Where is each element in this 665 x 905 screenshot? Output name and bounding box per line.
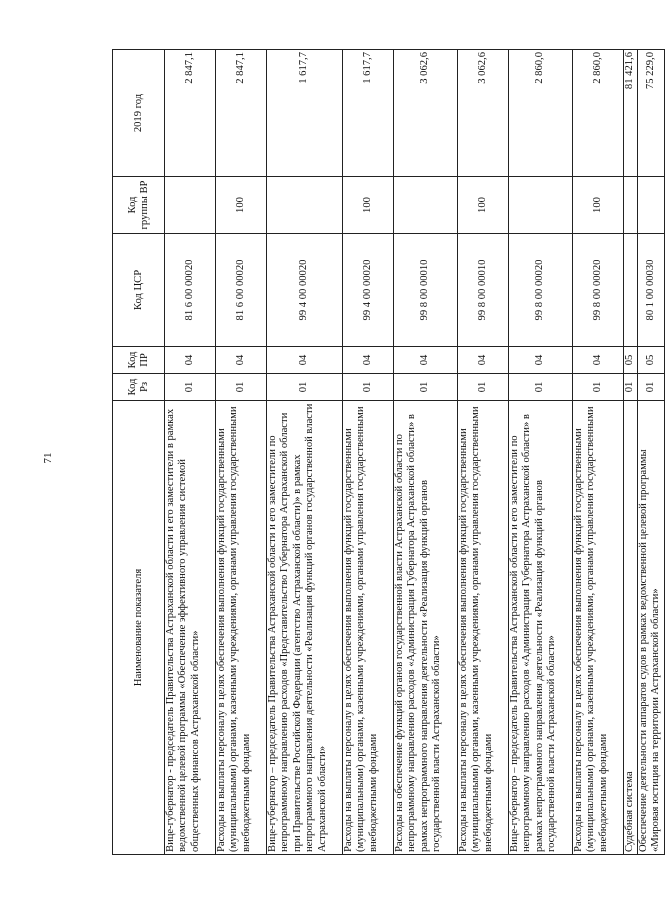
cell-pr: 05 xyxy=(638,347,665,374)
cell-name: Расходы на выплаты персоналу в целях обеспечения выполнения функций государственными (муниципальными) органами, казенными учреждениями, органами управления государственными внебюджетными фондами xyxy=(216,401,267,855)
cell-vr: 100 xyxy=(458,177,509,234)
cell-rz: 01 xyxy=(573,374,624,401)
cell-rz: 01 xyxy=(267,374,343,401)
cell-rz: 01 xyxy=(394,374,458,401)
cell-vr xyxy=(165,177,216,234)
cell-csr: 80 1 00 00030 xyxy=(638,234,665,347)
cell-value: 2 860,0 xyxy=(573,50,624,177)
cell-vr xyxy=(624,177,638,234)
cell-name: Вице-губернатор – председатель Правительства Астраханской области и его заместители по непрограммному направлению расходов «Представительство Губернатора Астраханской области при Правительстве Российской Федерации (агентство Астраханской области)» в рамках непрограммного направления деятельности «Реализация функций органов государственной власти Астраханской области» xyxy=(267,401,343,855)
cell-value: 2 847,1 xyxy=(165,50,216,177)
cell-csr: 81 6 00 00020 xyxy=(216,234,267,347)
cell-pr: 04 xyxy=(458,347,509,374)
cell-csr xyxy=(624,234,638,347)
cell-pr: 05 xyxy=(624,347,638,374)
cell-name: Вице-губернатор – председатель Правительства Астраханской области и его заместители по непрограммному направлению расходов «Администрация Губернатора Астраханской области» в рамках непрограммного направления деятельности «Реализация функций органов государственной власти Астраханской области» xyxy=(509,401,573,855)
cell-vr: 100 xyxy=(216,177,267,234)
cell-pr: 04 xyxy=(267,347,343,374)
cell-rz: 01 xyxy=(165,374,216,401)
table-header-row xyxy=(113,50,165,855)
table-row xyxy=(165,50,216,855)
cell-name: Обеспечение деятельности аппаратов судов в рамках ведомственной целевой программы «Мировая юстиция на территории Астраханской области» xyxy=(638,401,665,855)
header-pr: Код ПР xyxy=(113,347,165,374)
table-row xyxy=(343,50,394,855)
cell-value: 1 617,7 xyxy=(343,50,394,177)
cell-rz: 01 xyxy=(509,374,573,401)
budget-table-container xyxy=(112,50,662,855)
table-row xyxy=(394,50,458,855)
cell-pr: 04 xyxy=(343,347,394,374)
budget-table xyxy=(112,49,665,855)
table-row xyxy=(267,50,343,855)
cell-value: 2 860,0 xyxy=(509,50,573,177)
table-row xyxy=(624,50,638,855)
cell-csr: 99 8 00 00010 xyxy=(458,234,509,347)
cell-csr: 99 4 00 00020 xyxy=(267,234,343,347)
table-row xyxy=(216,50,267,855)
cell-vr: 100 xyxy=(573,177,624,234)
cell-csr: 81 6 00 00020 xyxy=(165,234,216,347)
cell-name: Вице-губернатор - председатель Правительства Астраханской области и его заместители в рамках ведомственной целевой программы «Обеспечение эффективного управления системой общественных финансов Астраханской области» xyxy=(165,401,216,855)
cell-vr xyxy=(638,177,665,234)
cell-csr: 99 4 00 00020 xyxy=(343,234,394,347)
cell-rz: 01 xyxy=(458,374,509,401)
header-vr: Код группы ВР xyxy=(113,177,165,234)
table-row xyxy=(509,50,573,855)
cell-csr: 99 8 00 00020 xyxy=(573,234,624,347)
cell-vr: 100 xyxy=(343,177,394,234)
table-row xyxy=(458,50,509,855)
cell-name: Расходы на выплаты персоналу в целях обеспечения выполнения функций государственными (муниципальными) органами, казенными учреждениями, органами управления государственными внебюджетными фондами xyxy=(343,401,394,855)
cell-name: Расходы на обеспечение функций органов государственной власти Астраханской области по непрограммному направлению расходов «Администрация Губернатора Астраханской области» в рамках непрограммного направления деятельности «Реализация функций органов государственной власти Астраханской области» xyxy=(394,401,458,855)
cell-pr: 04 xyxy=(573,347,624,374)
header-rz: Код Рз xyxy=(113,374,165,401)
cell-pr: 04 xyxy=(394,347,458,374)
cell-rz: 01 xyxy=(216,374,267,401)
cell-pr: 04 xyxy=(509,347,573,374)
header-name: Наименование показателя xyxy=(113,401,165,855)
cell-vr xyxy=(509,177,573,234)
table-row xyxy=(638,50,665,855)
table-row xyxy=(573,50,624,855)
cell-rz: 01 xyxy=(343,374,394,401)
cell-csr: 99 8 00 00020 xyxy=(509,234,573,347)
header-csr: Код ЦСР xyxy=(113,234,165,347)
cell-name: Судебная система xyxy=(624,401,638,855)
cell-pr: 04 xyxy=(165,347,216,374)
cell-name: Расходы на выплаты персоналу в целях обеспечения выполнения функций государственными (муниципальными) органами, казенными учреждениями, органами управления государственными внебюджетными фондами xyxy=(458,401,509,855)
cell-value: 3 062,6 xyxy=(394,50,458,177)
cell-value: 75 229,0 xyxy=(638,50,665,177)
cell-value: 81 421,6 xyxy=(624,50,638,177)
cell-vr xyxy=(394,177,458,234)
cell-vr xyxy=(267,177,343,234)
cell-rz: 01 xyxy=(638,374,665,401)
header-year: 2019 год xyxy=(113,50,165,177)
cell-csr: 99 8 00 00010 xyxy=(394,234,458,347)
cell-pr: 04 xyxy=(216,347,267,374)
cell-value: 1 617,7 xyxy=(267,50,343,177)
cell-rz: 01 xyxy=(624,374,638,401)
page-number: 71 xyxy=(42,452,54,464)
cell-value: 2 847,1 xyxy=(216,50,267,177)
cell-name: Расходы на выплаты персоналу в целях обеспечения выполнения функций государственными (муниципальными) органами, казенными учреждениями, органами управления государственными внебюджетными фондами xyxy=(573,401,624,855)
cell-value: 3 062,6 xyxy=(458,50,509,177)
